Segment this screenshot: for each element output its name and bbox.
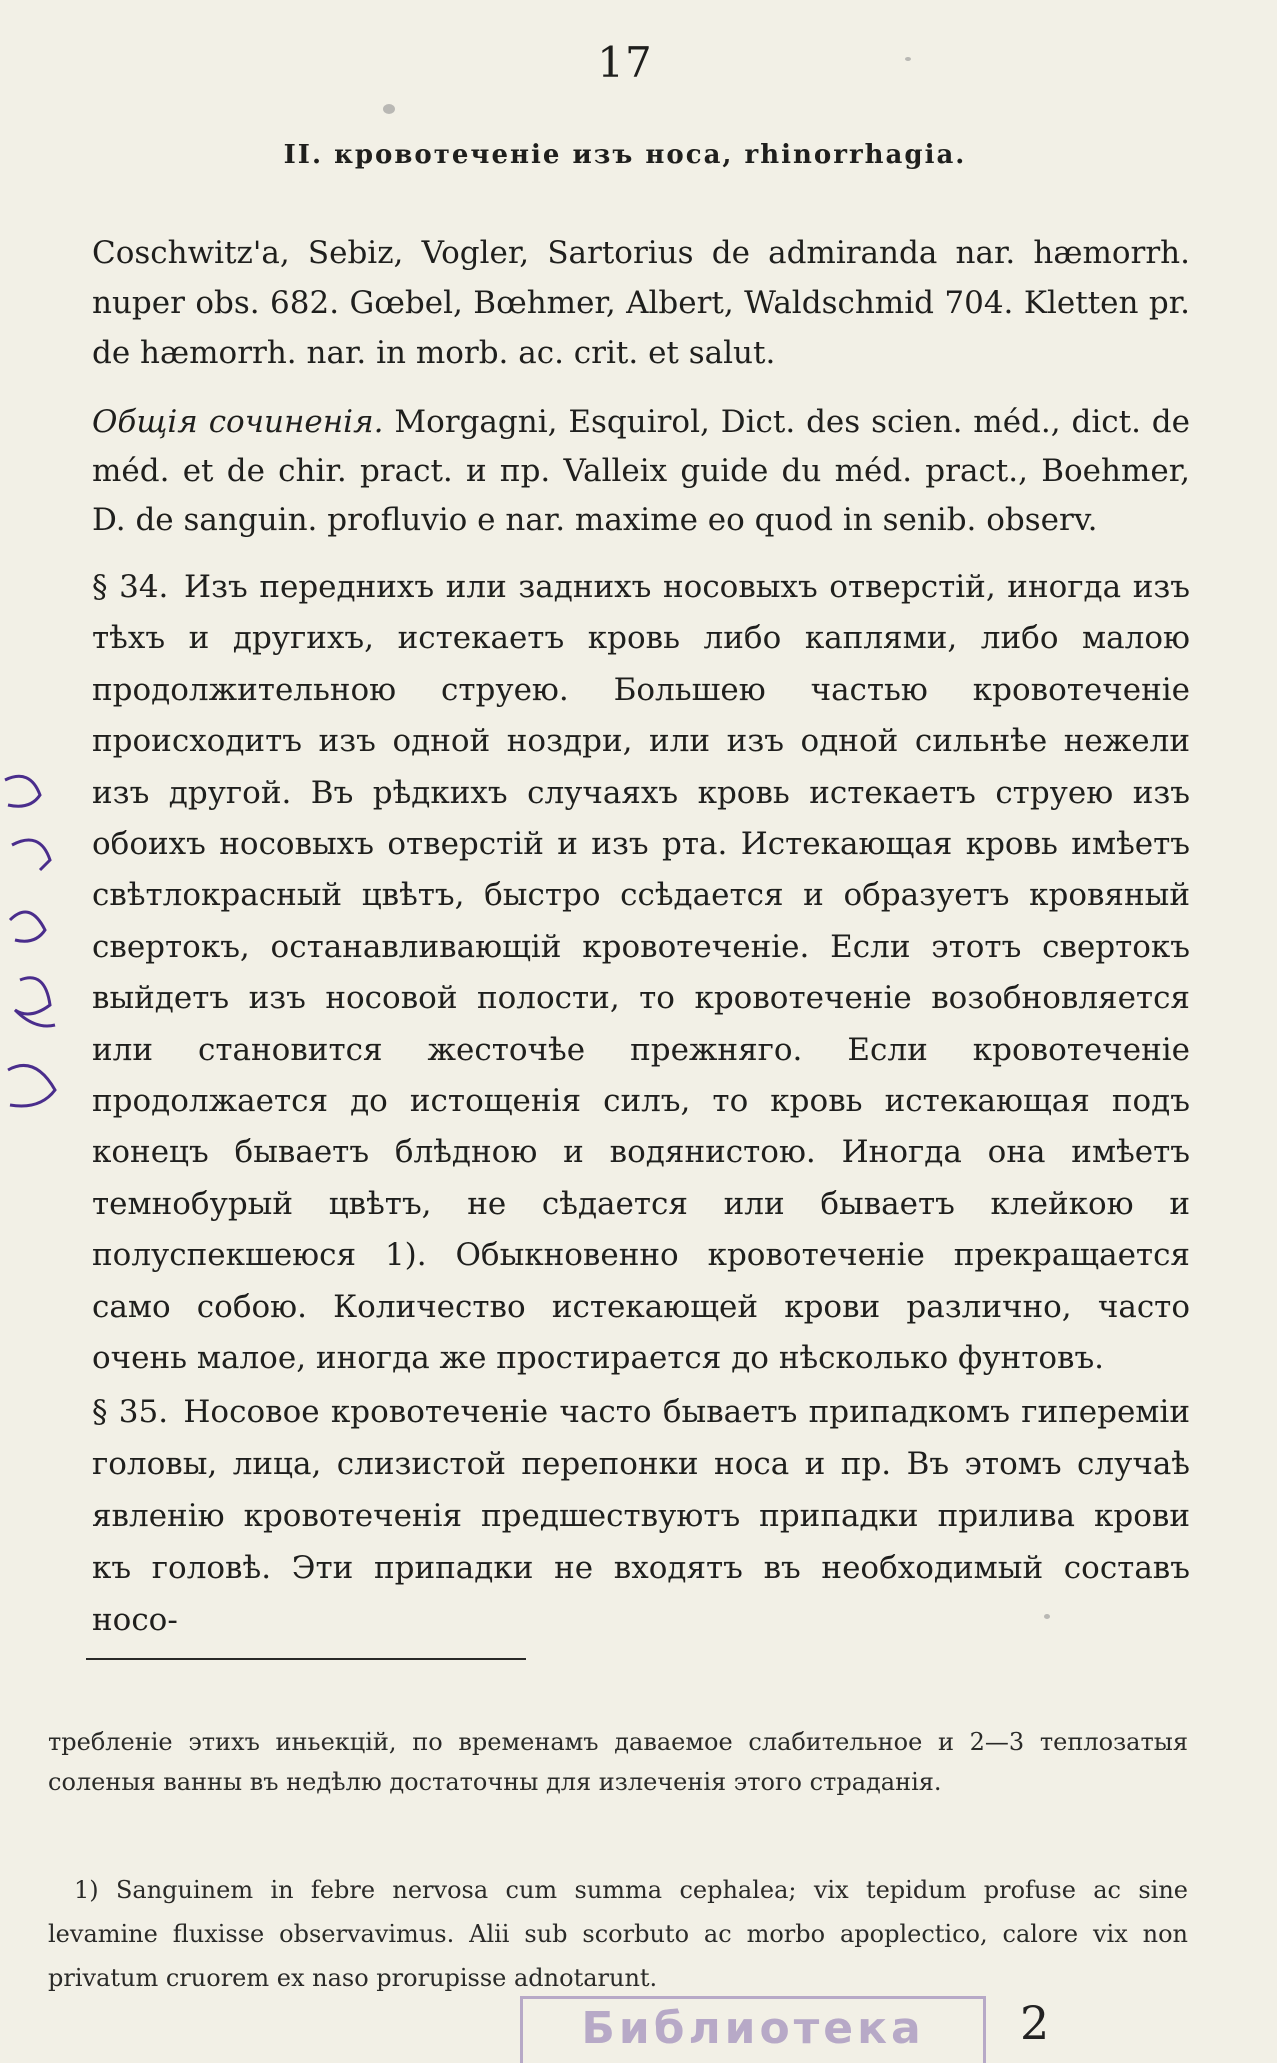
paper-spot	[905, 57, 911, 61]
marginalia-ink-marks	[0, 770, 70, 1130]
paper-spot	[1044, 1614, 1050, 1619]
page-number: 17	[597, 38, 653, 87]
stamp-number: 2	[1020, 1996, 1050, 2050]
paragraph-35-text: Носовое кровотеченіе часто бываетъ припадкомъ гипереміи головы, лица, слизистой перепонки носа и пр. Въ этомъ случаѣ явленію кровотеченія предшествуютъ припадки прилива крови къ головѣ. Эти припадки не входятъ въ необходимый составъ носо-	[92, 1394, 1190, 1638]
footnote-continuation: требленіе этихъ иньекцій, по временамъ даваемое слабительное и 2—3 теплозатыя соленыя ванны въ недѣлю достаточны для излеченія этого страданія.	[48, 1728, 1188, 1796]
paragraph-34	[92, 562, 1190, 1385]
footnote-divider	[86, 1658, 526, 1660]
general-works-text: Morgagni, Esquirol, Dict. des scien. méd., dict. de méd. et de chir. pract. и пр. Valleix guide du méd. pract., Boehmer, D. de sanguin. profluvio e nar. maxime eo quod in senib. observ.	[92, 404, 1190, 538]
footnote-1: 1) Sanguinem in febre nervosa cum summa cephalea; vix tepidum profuse ac sine levamine fluxisse observavimus. Alii sub scorbuto ac morbo apoplectico, calore vix non privatum cruorem ex naso prorupisse adnotarunt.	[48, 1876, 1188, 1992]
paragraph-34-text: Изъ переднихъ или заднихъ носовыхъ отверстій, иногда изъ тѣхъ и другихъ, истекаетъ кровь либо каплями, либо малою продолжительною струею. Большею частью кровотеченіе происходитъ изъ одной ноздри, или изъ одной сильнѣе нежели изъ другой. Въ рѣдкихъ случаяхъ кровь истекаетъ струею изъ обоихъ носовыхъ отверстій и изъ рта. Истекающая кровь имѣетъ свѣтлокрасный цвѣтъ, быстро ссѣдается и образуетъ кровяный свертокъ, останавливающій кровотеченіе. Если этотъ свертокъ выйдетъ изъ носовой полости, то кровотеченіе возобновляется или становится жесточѣе прежняго. Если кровотеченіе продолжается до истощенія силъ, то кровь истекающая подъ конецъ бываетъ блѣдною и водянистою. Иногда она имѣетъ темнобурый цвѣтъ, не сѣдается или бываетъ клейкою и полуспекшеюся 1). Обыкновенно кровотеченіе прекращается само собою. Количество истекающей крови различно, часто очень малое, иногда же простирается до нѣсколько фунтовъ.	[92, 569, 1191, 1377]
paragraph-34-mark: § 34.	[92, 569, 169, 605]
paragraph-35-mark: § 35.	[92, 1394, 169, 1430]
section-heading: II. кровотеченіе изъ носа, rhinorrhagia.	[283, 140, 967, 170]
general-works-lead: Общія сочиненія.	[92, 404, 384, 440]
general-works-paragraph	[92, 398, 1190, 545]
paper-spot	[383, 104, 395, 114]
references-paragraph: Coschwitz'a, Sebiz, Vogler, Sartorius de admiranda nar. hæmorrh. nuper obs. 682. Gœbel, Bœhmer, Albert, Waldschmid 704. Kletten pr. de hæmorrh. nar. in morb. ac. crit. et salut.	[92, 235, 1190, 371]
paragraph-35	[92, 1386, 1190, 1646]
library-stamp: Библиотека	[520, 1996, 986, 2063]
